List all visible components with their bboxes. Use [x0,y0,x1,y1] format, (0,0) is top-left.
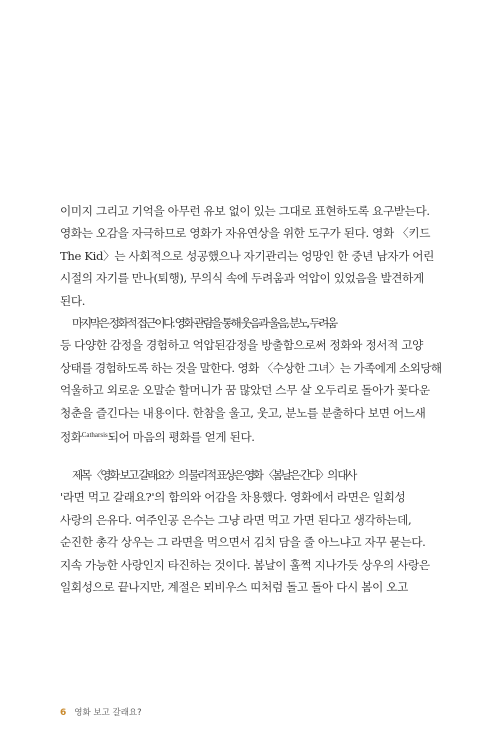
text-line: 제목 〈영화 보고 갈래요?〉의 물리적 표상은 영화 〈봄날은 간다〉의 대사 [72,468,355,482]
text-line: 청춘을 즐긴다는 내용이다. 한참을 울고, 웃고, 분노를 분출하다 보면 어느새 [60,405,426,420]
text-line: 억울하고 외로운 오말순 할머니가 꿈 많았던 스무 살 오두리로 돌아가 꽃다운 [60,383,430,398]
catharsis-superscript: Catharsis [81,430,108,439]
running-title: 영화 보고 갈래요? [74,708,142,718]
text-line: 이미지 그리고 기억을 아무런 유보 없이 있는 그대로 표현하도록 요구받는다. [60,204,430,218]
page-footer [60,706,142,718]
text-line: The Kid〉는 사회적으로 성공했으나 자기관리는 엉망인 한 중년 남자가 어린 [60,248,434,263]
text-line: 사랑의 은유다. 여주인공 은수는 그냥 라면 먹고 가면 된다고 생각하는데, [60,512,412,527]
text-line: 영화는 오감을 자극하므로 영화가 자유연상을 위한 도구가 된다. 영화 〈키드 [60,226,431,241]
body-text-upper [60,200,442,446]
text-line: '라면 먹고 갈래요?'의 함의와 어감을 차용했다. 영화에서 라면은 일회성 [60,490,406,505]
body-text-lower [60,464,442,598]
text-line: 마지막은 정화적 접근이다. 영화 관람을 통해 웃음과 울음, 분노, 두려움 [72,315,336,330]
catharsis-suffix: 되어 마음의 평화를 얻게 된다. [107,429,255,444]
page-number: 6 [60,708,67,718]
text-line: 지속 가능한 사랑인지 타진하는 것이다. 봄날이 훌쩍 지나가듯 상우의 사랑은 [60,557,430,572]
text-line-catharsis [60,424,442,446]
text-line: 일회성으로 끝나지만, 계절은 뫼비우스 띠처럼 돌고 돌아 다시 봄이 오고 [60,579,408,594]
text-line: 된다. [60,293,86,308]
catharsis-prefix: 정화 [60,429,82,444]
text-line: 등 다양한 감정을 경험하고 억압된감정을 방출함으로써 정화와 정서적 고양 [60,338,424,353]
text-line: 상태를 경험하도록 하는 것을 말한다. 영화 〈수상한 그녀〉는 가족에게 소외당해 [60,360,442,375]
text-line: 시절의 자기를 만나(퇴행), 무의식 속에 두려움과 억압이 있었음을 발견하게 [60,271,424,286]
text-line: 순진한 총각 상우는 그 라면을 먹으면서 김치 담을 줄 아느냐고 자꾸 묻는다. [60,535,426,550]
